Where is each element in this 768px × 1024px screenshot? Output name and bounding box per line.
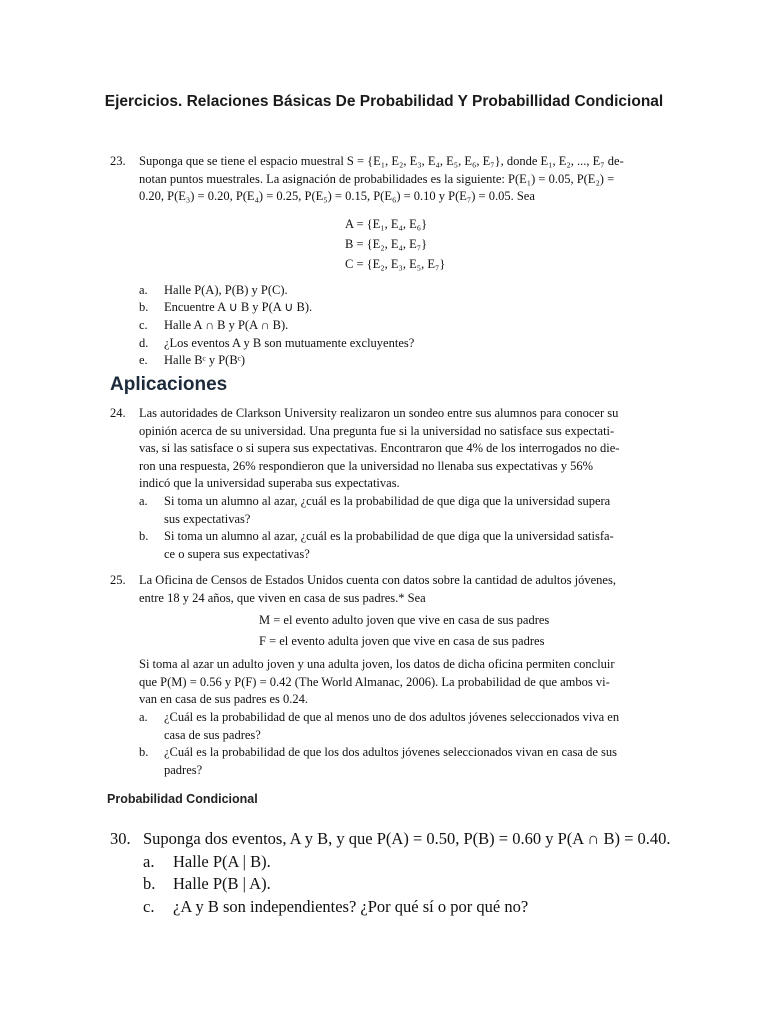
item-text: Halle P(A | B). bbox=[173, 851, 271, 871]
list-item bbox=[110, 335, 650, 353]
section-heading: Aplicaciones bbox=[110, 374, 228, 395]
item-text: ¿Los eventos A y B son mutuamente excluyentes? bbox=[164, 335, 415, 350]
problem-text-line: opinión acerca de su universidad. Una pregunta fue si la universidad no satisface sus expectati- bbox=[139, 423, 615, 438]
item-text: Halle A ∩ B y P(A ∩ B). bbox=[164, 317, 289, 332]
event-definition: M = el evento adulto joven que vive en casa de sus padres bbox=[259, 613, 550, 628]
item-text: sus expectativas? bbox=[164, 511, 251, 526]
page-title: Ejercicios. Relaciones Básicas De Probabilidad Y Probabillidad Condicional bbox=[104, 93, 664, 110]
item-text: Encuentre A ∪ B y P(A ∪ B). bbox=[164, 300, 313, 315]
item-text: Halle Bᶜ y P(Bᶜ) bbox=[164, 353, 246, 368]
item-label: a. bbox=[139, 709, 148, 724]
event-definition: F = el evento adulta joven que vive en casa de sus padres bbox=[259, 634, 545, 649]
item-text: ce o supera sus expectativas? bbox=[164, 546, 310, 561]
item-text: ¿A y B son independientes? ¿Por qué sí o por qué no? bbox=[173, 896, 529, 916]
list-item bbox=[110, 528, 650, 563]
list-item bbox=[110, 873, 710, 896]
list-item bbox=[110, 352, 650, 370]
list-item bbox=[110, 851, 710, 874]
problem-text-line: Suponga que se tiene el espacio muestral S = {E₁, E₂, E₃, E₄, E₅, E₆, E₇}, donde E₁, E₂, ..., E₇ de- bbox=[139, 154, 624, 168]
problem-text-line: van en casa de sus padres es 0.24. bbox=[139, 692, 309, 707]
problem-text-line: Si toma al azar un adulto joven y una adulta joven, los datos de dicha oficina permiten concluir bbox=[139, 657, 615, 672]
list-item bbox=[110, 493, 650, 528]
subsection-heading: Probabilidad Condicional bbox=[107, 792, 258, 806]
problem-text-line: que P(M) = 0.56 y P(F) = 0.42 (The World Almanac, 2006). La probabilidad de que ambos vi- bbox=[139, 674, 610, 689]
item-text: ¿Cuál es la probabilidad de que al menos uno de dos adultos jóvenes seleccionados viva en bbox=[164, 709, 620, 724]
item-text: ¿Cuál es la probabilidad de que los dos adultos jóvenes seleccionados vivan en casa de sus bbox=[164, 745, 618, 760]
problem-23-body bbox=[139, 153, 650, 274]
problem-23 bbox=[110, 153, 650, 370]
item-label: e. bbox=[139, 353, 148, 368]
item-label: a. bbox=[139, 493, 148, 508]
set-definition: C = {E₂, E₃, E₅, E₇} bbox=[345, 256, 446, 271]
problem-text-line: Suponga dos eventos, A y B, y que P(A) = 0.50, P(B) = 0.60 y P(A ∩ B) = 0.40. bbox=[143, 829, 671, 848]
item-label: c. bbox=[143, 896, 155, 916]
problem-number: 30. bbox=[110, 829, 131, 848]
problem-24 bbox=[110, 405, 650, 563]
list-item bbox=[110, 744, 650, 779]
problem-30 bbox=[110, 828, 710, 918]
item-label: a. bbox=[139, 282, 148, 297]
event-definitions bbox=[139, 610, 650, 652]
problem-text-line: indicó que la universidad superaba sus expectativas. bbox=[139, 476, 400, 491]
problem-text-line: ron una respuesta, 26% respondieron que la universidad no llenaba sus expectativas y 56% bbox=[139, 458, 594, 473]
set-definition: A = {E₁, E₄, E₆} bbox=[345, 216, 428, 231]
problem-24-body bbox=[139, 405, 650, 493]
problem-number: 24. bbox=[110, 406, 126, 420]
list-item bbox=[110, 317, 650, 335]
problem-23-items bbox=[110, 282, 650, 370]
item-text: Halle P(A), P(B) y P(C). bbox=[164, 282, 288, 297]
item-label: b. bbox=[143, 874, 156, 894]
item-text: padres? bbox=[164, 762, 203, 777]
item-text: Si toma un alumno al azar, ¿cuál es la probabilidad de que diga que la universidad supera bbox=[164, 493, 611, 508]
set-definition: B = {E₂, E₄, E₇} bbox=[345, 236, 428, 251]
item-label: b. bbox=[139, 529, 149, 544]
item-text: Si toma un alumno al azar, ¿cuál es la probabilidad de que diga que la universidad satisfa- bbox=[164, 529, 614, 544]
problem-text-line: entre 18 y 24 años, que viven en casa de sus padres.* Sea bbox=[139, 590, 426, 605]
set-definitions bbox=[139, 214, 650, 274]
problem-25 bbox=[110, 572, 650, 779]
problem-25-body bbox=[139, 572, 650, 709]
problem-text-line: Las autoridades de Clarkson University realizaron un sondeo entre sus alumnos para conocer su bbox=[139, 406, 619, 420]
item-label: a. bbox=[143, 851, 155, 871]
item-text: Halle P(B | A). bbox=[173, 874, 271, 894]
item-text: casa de sus padres? bbox=[164, 727, 261, 742]
problem-text-line: 0.20, P(E₃) = 0.20, P(E₄) = 0.25, P(E₅) = 0.15, P(E₆) = 0.10 y P(E₇) = 0.05. Sea bbox=[139, 189, 535, 204]
item-label: b. bbox=[139, 745, 149, 760]
problem-number: 23. bbox=[110, 154, 126, 168]
problem-number: 25. bbox=[110, 573, 126, 587]
problem-text-line: La Oficina de Censos de Estados Unidos cuenta con datos sobre la cantidad de adultos jóvenes, bbox=[139, 573, 616, 587]
list-item bbox=[110, 709, 650, 744]
problem-text-line: vas, si las satisface o si supera sus expectativas. Encontraron que 4% de los interrogados no die- bbox=[139, 441, 620, 456]
problem-text-line: notan puntos muestrales. La asignación de probabilidades es la siguiente: P(E₁) = 0.05, P(E₂) = bbox=[139, 171, 615, 186]
item-label: b. bbox=[139, 300, 149, 315]
list-item bbox=[110, 896, 710, 919]
item-label: c. bbox=[139, 317, 148, 332]
list-item bbox=[110, 299, 650, 317]
list-item bbox=[110, 282, 650, 300]
problem-25-items bbox=[110, 709, 650, 779]
item-label: d. bbox=[139, 335, 149, 350]
problem-24-items bbox=[110, 493, 650, 563]
